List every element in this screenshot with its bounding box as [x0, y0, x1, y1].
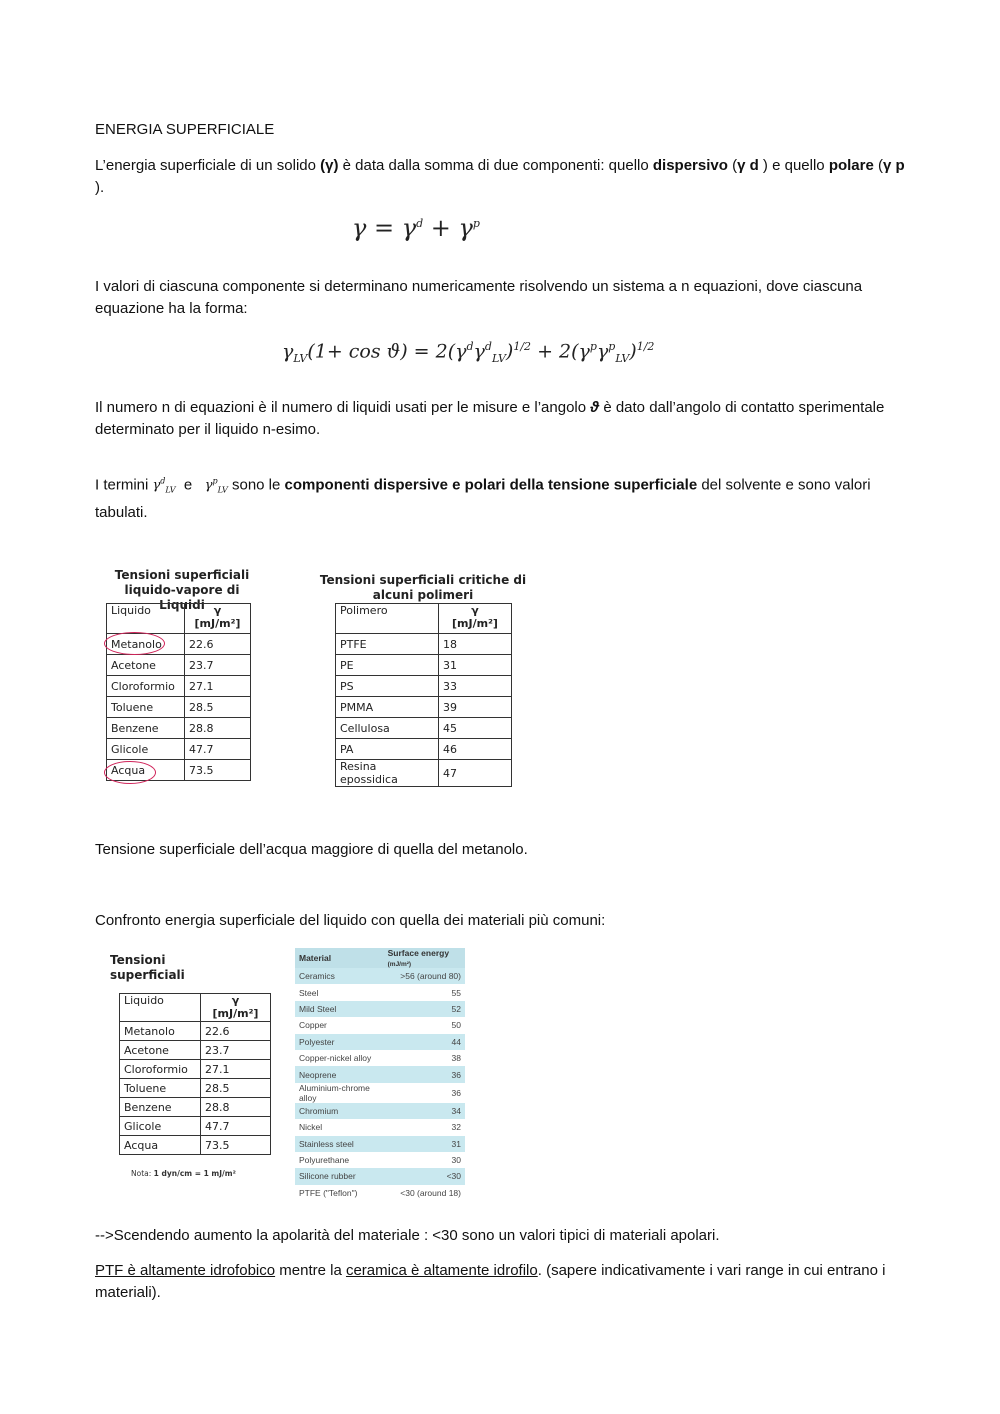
table3-col-gamma: γ [mJ/m²] [201, 994, 271, 1022]
table-row [295, 1066, 465, 1082]
table-row [107, 676, 251, 697]
surface-energy-cell: <30 [384, 1168, 465, 1184]
liquid-name-cell: Metanolo [107, 634, 185, 655]
table3-col-liquid: Liquido [120, 994, 201, 1022]
table-polymers [335, 603, 512, 787]
formula-young-equation: $\gamma_{LV}(1+ \cos ϑ) = 2(\gamma^d\gamma^d_{LV})^{1/2} + 2(\gamma^p\gamma^p_{LV})^{1/2}$ [282, 340, 655, 366]
paragraph-system: I valori di ciascuna componente si determinano numericamente risolvendo un sistema a n equazioni, dove ciascuna equazione ha la forma: [95, 278, 863, 317]
liquid-name-cell: Toluene [107, 697, 185, 718]
gamma-value-cell: 39 [439, 697, 512, 718]
table-row [295, 1083, 465, 1103]
paragraph-comparison: Confronto energia superficiale del liquido con quella dei materiali più comuni: [95, 912, 606, 929]
surface-energy-cell: 44 [384, 1034, 465, 1050]
paragraph-angle: Il numero n di equazioni è il numero di liquidi usati per le misure e l’angolo ϑ è dato dall’angolo di contatto sperimentale determinato per il liquido n-esimo. [95, 399, 885, 438]
surface-energy-cell: 32 [384, 1119, 465, 1135]
table-row [336, 634, 512, 655]
material-name-cell: Aluminium-chrome alloy [295, 1083, 384, 1103]
table-row [295, 1185, 465, 1201]
polymer-name-cell: PS [336, 676, 439, 697]
surface-energy-cell: 36 [384, 1066, 465, 1082]
gamma-value-cell: 33 [439, 676, 512, 697]
surface-energy-cell: 38 [384, 1050, 465, 1066]
table3-note: Nota: 1 dyn/cm = 1 mJ/m² [131, 1169, 236, 1178]
material-name-cell: PTFE ("Teflon") [295, 1185, 384, 1201]
liquid-name-cell: Benzene [107, 718, 185, 739]
surface-energy-cell: 36 [384, 1083, 465, 1103]
liquid-name-cell: Benzene [120, 1098, 201, 1117]
polymer-name-cell: Resina epossidica [336, 760, 439, 787]
gamma-value-cell: 46 [439, 739, 512, 760]
gamma-value-cell: 47.7 [201, 1117, 271, 1136]
highlight-circle-metanolo [104, 632, 165, 655]
gamma-value-cell: 23.7 [201, 1041, 271, 1060]
paragraph-hydrophobic: PTF è altamente idrofobico mentre la ceramica è altamente idrofilo. (sapere indicativamente i vari range in cui entrano i materiali). [95, 1262, 886, 1301]
table-row [107, 718, 251, 739]
gamma-value-cell: 73.5 [201, 1136, 271, 1155]
gamma-value-cell: 28.8 [185, 718, 251, 739]
table2-title: Tensioni superficiali critiche di alcuni polimeri [319, 573, 527, 602]
table-row [336, 697, 512, 718]
surface-energy-cell: <30 (around 18) [384, 1185, 465, 1201]
table-row [295, 1168, 465, 1184]
paragraph-terms: I termini $\gamma^d_{LV}$ e $\gamma^p_{LV}$ sono le componenti dispersive e polari della tensione superficiale del solvente e sono valori tabulati. [95, 476, 871, 521]
liquid-name-cell: Glicole [107, 739, 185, 760]
table-row [295, 968, 465, 984]
material-name-cell: Silicone rubber [295, 1168, 384, 1184]
table-row [120, 1136, 271, 1155]
table-row [120, 1060, 271, 1079]
material-name-cell: Neoprene [295, 1066, 384, 1082]
polymer-name-cell: PE [336, 655, 439, 676]
material-name-cell: Polyurethane [295, 1152, 384, 1168]
material-name-cell: Chromium [295, 1103, 384, 1119]
table2-col-gamma: γ [mJ/m²] [439, 604, 512, 634]
formula-surface-energy: $\gamma = \gamma^d + \gamma^p$ [352, 214, 480, 242]
liquid-name-cell: Toluene [120, 1079, 201, 1098]
surface-energy-cell: 55 [384, 984, 465, 1000]
surface-energy-cell: 30 [384, 1152, 465, 1168]
material-name-cell: Mild Steel [295, 1001, 384, 1017]
gamma-value-cell: 27.1 [201, 1060, 271, 1079]
gamma-value-cell: 27.1 [185, 676, 251, 697]
material-name-cell: Copper [295, 1017, 384, 1033]
table-row [120, 1117, 271, 1136]
polymer-name-cell: PTFE [336, 634, 439, 655]
table-materials [295, 948, 465, 1201]
paragraph-apolarity: -->Scendendo aumento la apolarità del materiale : <30 sono un valori tipici di materiali apolari. [95, 1227, 720, 1244]
liquid-name-cell: Cloroformio [107, 676, 185, 697]
table3-title: Tensioni superficiali [110, 953, 185, 982]
table-row [120, 1022, 271, 1041]
surface-energy-cell: 34 [384, 1103, 465, 1119]
table-row [107, 655, 251, 676]
intro-paragraph: L’energia superficiale di un solido (γ) è data dalla somma di due componenti: quello dispersivo (γ d ) e quello polare (γ p ). [95, 157, 905, 196]
gamma-value-cell: 22.6 [201, 1022, 271, 1041]
paragraph-water-methanol: Tensione superficiale dell’acqua maggiore di quella del metanolo. [95, 841, 528, 858]
gamma-value-cell: 18 [439, 634, 512, 655]
table4-col-energy: Surface energy (mJ/m²) [384, 948, 465, 968]
liquid-name-cell: Acqua [120, 1136, 201, 1155]
table-liquids-2 [119, 993, 271, 1155]
table-row [295, 984, 465, 1000]
gamma-value-cell: 28.8 [201, 1098, 271, 1117]
table-row [295, 1001, 465, 1017]
gamma-value-cell: 28.5 [201, 1079, 271, 1098]
table-row [295, 1034, 465, 1050]
highlight-circle-acqua [104, 761, 156, 784]
material-name-cell: Stainless steel [295, 1136, 384, 1152]
liquid-name-cell: Metanolo [120, 1022, 201, 1041]
surface-energy-cell: 31 [384, 1136, 465, 1152]
table2-col-polymer: Polimero [336, 604, 439, 634]
table-row [295, 1119, 465, 1135]
table1-title: Tensioni superficiali liquido-vapore di Liquidi [114, 568, 250, 612]
material-name-cell: Ceramics [295, 968, 384, 984]
table-row [336, 760, 512, 787]
surface-energy-cell: 52 [384, 1001, 465, 1017]
gamma-value-cell: 22.6 [185, 634, 251, 655]
table-row [107, 697, 251, 718]
liquid-name-cell: Glicole [120, 1117, 201, 1136]
table1-col-gamma: γ [mJ/m²] [185, 604, 251, 634]
table-row [336, 739, 512, 760]
liquid-name-cell: Acetone [120, 1041, 201, 1060]
material-name-cell: Nickel [295, 1119, 384, 1135]
table-row [295, 1103, 465, 1119]
liquid-name-cell: Acqua [107, 760, 185, 781]
table-liquids [106, 603, 251, 781]
table-row [120, 1098, 271, 1117]
gamma-value-cell: 47 [439, 760, 512, 787]
polymer-name-cell: Cellulosa [336, 718, 439, 739]
table-row [336, 676, 512, 697]
gamma-value-cell: 23.7 [185, 655, 251, 676]
table-row [295, 1050, 465, 1066]
gamma-value-cell: 47.7 [185, 739, 251, 760]
table-row [336, 655, 512, 676]
table-row [107, 739, 251, 760]
gamma-value-cell: 31 [439, 655, 512, 676]
liquid-name-cell: Cloroformio [120, 1060, 201, 1079]
table-row [295, 1136, 465, 1152]
table-row [295, 1017, 465, 1033]
table-row [295, 1152, 465, 1168]
material-name-cell: Steel [295, 984, 384, 1000]
table4-col-material: Material [295, 948, 384, 968]
table1-col-liquid: Liquido [107, 604, 185, 634]
material-name-cell: Polyester [295, 1034, 384, 1050]
gamma-value-cell: 45 [439, 718, 512, 739]
table-row [120, 1041, 271, 1060]
surface-energy-cell: >56 (around 80) [384, 968, 465, 984]
polymer-name-cell: PMMA [336, 697, 439, 718]
gamma-value-cell: 28.5 [185, 697, 251, 718]
material-name-cell: Copper-nickel alloy [295, 1050, 384, 1066]
page-title: ENERGIA SUPERFICIALE [95, 121, 275, 138]
polymer-name-cell: PA [336, 739, 439, 760]
table-row [120, 1079, 271, 1098]
liquid-name-cell: Acetone [107, 655, 185, 676]
table-row [336, 718, 512, 739]
gamma-value-cell: 73.5 [185, 760, 251, 781]
surface-energy-cell: 50 [384, 1017, 465, 1033]
